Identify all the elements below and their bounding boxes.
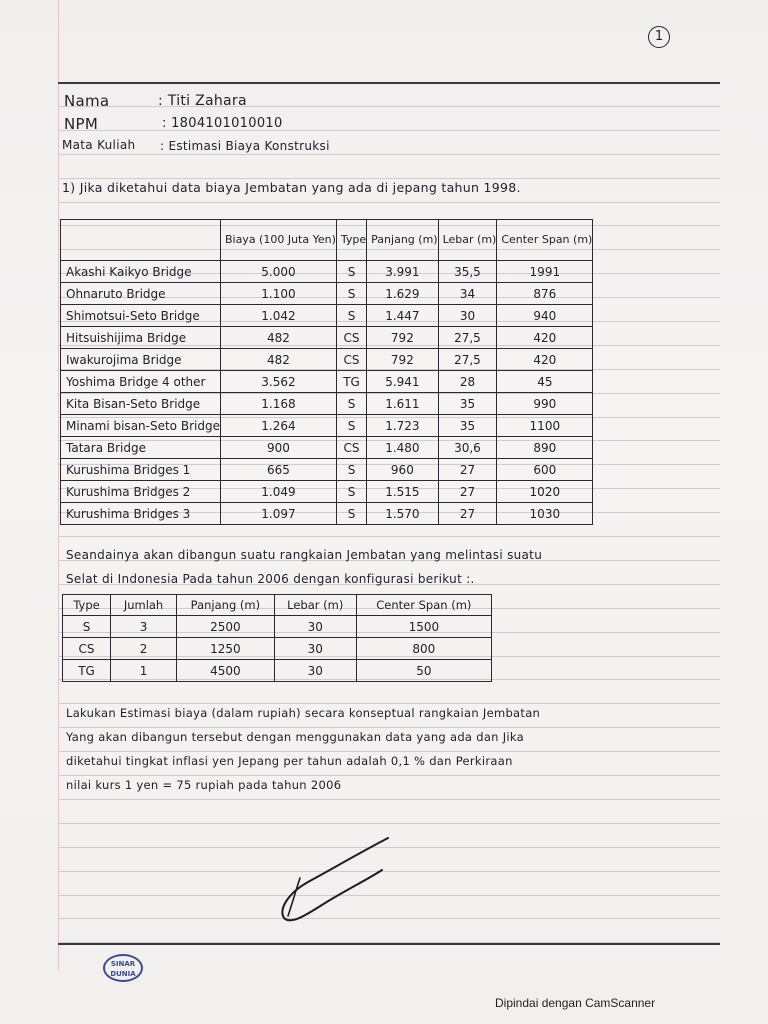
table-cell: 1991 <box>497 261 593 283</box>
table-row <box>61 305 593 327</box>
ruled-line <box>58 823 720 824</box>
table-cell: Kurushima Bridges 1 <box>61 459 221 481</box>
table-row <box>61 371 593 393</box>
header-cell: Type <box>63 595 111 616</box>
table-row <box>63 616 492 638</box>
header-cell: Biaya (100 Juta Yen) <box>220 220 336 261</box>
table-cell: 1.049 <box>220 481 336 503</box>
table-cell: Kurushima Bridges 2 <box>61 481 221 503</box>
table-cell: 482 <box>220 349 336 371</box>
table-cell: 960 <box>367 459 438 481</box>
table-cell: Shimotsui-Seto Bridge <box>61 305 221 327</box>
table-cell: 5.941 <box>367 371 438 393</box>
table-cell: 27,5 <box>438 327 497 349</box>
table-cell: 27 <box>438 503 497 525</box>
table-row <box>61 327 593 349</box>
table-cell: 1.264 <box>220 415 336 437</box>
table-cell: 30 <box>274 660 356 682</box>
nama-label: Nama <box>64 92 110 110</box>
table-row <box>63 638 492 660</box>
ruled-line <box>58 536 720 537</box>
table-header-row <box>63 595 492 616</box>
table-cell: Ohnaruto Bridge <box>61 283 221 305</box>
table-row <box>61 415 593 437</box>
matkul-value: : Estimasi Biaya Konstruksi <box>160 139 330 153</box>
page-number: 1 <box>648 26 670 48</box>
table-cell: S <box>336 283 366 305</box>
table-cell: CS <box>336 437 366 459</box>
npm-label: NPM <box>64 115 99 133</box>
table-cell: CS <box>63 638 111 660</box>
ruled-line <box>58 82 720 84</box>
table-cell: 1.570 <box>367 503 438 525</box>
paragraph-1-line-1: Seandainya akan dibangun suatu rangkaian Jembatan yang melintasi suatu <box>66 548 543 562</box>
table-cell: 27,5 <box>438 349 497 371</box>
table-cell: 5.000 <box>220 261 336 283</box>
table-cell: 30 <box>438 305 497 327</box>
table-cell: 900 <box>220 437 336 459</box>
table-cell: 34 <box>438 283 497 305</box>
table-cell: 1.100 <box>220 283 336 305</box>
table-cell: 990 <box>497 393 593 415</box>
ruled-line <box>58 799 720 800</box>
table-row <box>63 660 492 682</box>
table-cell: 1.611 <box>367 393 438 415</box>
paragraph-2-line-2: Yang akan dibangun tersebut dengan menggunakan data yang ada dan Jika <box>66 730 525 744</box>
table-cell: S <box>336 415 366 437</box>
table-cell: S <box>336 305 366 327</box>
table-cell: 876 <box>497 283 593 305</box>
table-cell: Hitsuishijima Bridge <box>61 327 221 349</box>
table-cell: 800 <box>356 638 491 660</box>
npm-value: : 1804101010010 <box>162 116 283 131</box>
header-cell: Lebar (m) <box>274 595 356 616</box>
table-cell: Yoshima Bridge 4 other <box>61 371 221 393</box>
table-cell: 600 <box>497 459 593 481</box>
configuration-table <box>62 594 492 682</box>
table-cell: S <box>336 261 366 283</box>
table-cell: 482 <box>220 327 336 349</box>
table-cell: 890 <box>497 437 593 459</box>
table-cell: 30 <box>274 638 356 660</box>
table-row <box>61 503 593 525</box>
header-cell: Panjang (m) <box>176 595 274 616</box>
brand-logo: SINAR DUNIA <box>103 954 143 982</box>
header-cell <box>61 220 221 261</box>
table-cell: S <box>336 393 366 415</box>
table-cell: 3 <box>111 616 177 638</box>
ruled-line <box>58 130 720 131</box>
header-cell: Center Span (m) <box>497 220 593 261</box>
paragraph-2-line-3: diketahui tingkat inflasi yen Jepang per tahun adalah 0,1 % dan Perkiraan <box>66 754 513 768</box>
table-cell: 4500 <box>176 660 274 682</box>
table-cell: 3.562 <box>220 371 336 393</box>
header-cell: Type <box>336 220 366 261</box>
table-cell: Minami bisan-Seto Bridge <box>61 415 221 437</box>
matkul-label: Mata Kuliah <box>62 138 136 152</box>
table-cell: 28 <box>438 371 497 393</box>
header-cell: Center Span (m) <box>356 595 491 616</box>
table-cell: 665 <box>220 459 336 481</box>
table-cell: 1.480 <box>367 437 438 459</box>
table-cell: 1100 <box>497 415 593 437</box>
paragraph-2-line-1: Lakukan Estimasi biaya (dalam rupiah) secara konseptual rangkaian Jembatan <box>66 706 541 720</box>
bridge-cost-table <box>60 219 593 525</box>
table-cell: 1.723 <box>367 415 438 437</box>
ruled-line <box>58 154 720 155</box>
question-1: 1) Jika diketahui data biaya Jembatan yang ada di jepang tahun 1998. <box>62 180 521 195</box>
table-cell: 50 <box>356 660 491 682</box>
ruled-line <box>58 202 720 203</box>
table-row <box>61 459 593 481</box>
table-cell: Kurushima Bridges 3 <box>61 503 221 525</box>
table-cell: S <box>336 503 366 525</box>
table-cell: S <box>63 616 111 638</box>
table-cell: CS <box>336 349 366 371</box>
table-cell: 940 <box>497 305 593 327</box>
table-cell: 35 <box>438 393 497 415</box>
table-cell: 27 <box>438 481 497 503</box>
table-cell: 2 <box>111 638 177 660</box>
signature <box>270 830 410 925</box>
header-cell: Jumlah <box>111 595 177 616</box>
header-cell: Panjang (m) <box>367 220 438 261</box>
table-cell: 1030 <box>497 503 593 525</box>
table-cell: Kita Bisan-Seto Bridge <box>61 393 221 415</box>
table-cell: 420 <box>497 349 593 371</box>
table-row <box>61 283 593 305</box>
ruled-line-bottom <box>58 943 720 945</box>
table-cell: TG <box>336 371 366 393</box>
table-cell: 1.447 <box>367 305 438 327</box>
table-row <box>61 393 593 415</box>
ruled-line <box>58 727 720 728</box>
table-cell: 1250 <box>176 638 274 660</box>
paragraph-2-line-4: nilai kurs 1 yen = 75 rupiah pada tahun 2006 <box>66 778 342 792</box>
table-cell: 2500 <box>176 616 274 638</box>
ruled-line <box>58 751 720 752</box>
ruled-line <box>58 775 720 776</box>
table-cell: 1.515 <box>367 481 438 503</box>
table-row <box>61 261 593 283</box>
ruled-line <box>58 178 720 179</box>
scanner-footer: Dipindai dengan CamScanner <box>495 996 656 1010</box>
table-cell: 3.991 <box>367 261 438 283</box>
table-row <box>61 437 593 459</box>
table-header-row <box>61 220 593 261</box>
table-row <box>61 349 593 371</box>
table-cell: Tatara Bridge <box>61 437 221 459</box>
table-cell: S <box>336 481 366 503</box>
paragraph-1-line-2: Selat di Indonesia Pada tahun 2006 dengan konfigurasi berikut :. <box>66 572 475 586</box>
table-cell: 1500 <box>356 616 491 638</box>
table-row <box>61 481 593 503</box>
table-cell: 27 <box>438 459 497 481</box>
table-cell: 792 <box>367 349 438 371</box>
table-cell: Akashi Kaikyo Bridge <box>61 261 221 283</box>
margin-line <box>58 0 59 970</box>
table-cell: CS <box>336 327 366 349</box>
table-cell: Iwakurojima Bridge <box>61 349 221 371</box>
table-cell: 1.168 <box>220 393 336 415</box>
header-cell: Lebar (m) <box>438 220 497 261</box>
table-cell: TG <box>63 660 111 682</box>
table-cell: 1020 <box>497 481 593 503</box>
table-cell: S <box>336 459 366 481</box>
table-cell: 35,5 <box>438 261 497 283</box>
table-cell: 1.629 <box>367 283 438 305</box>
table-cell: 30 <box>274 616 356 638</box>
table-cell: 35 <box>438 415 497 437</box>
table-cell: 1.097 <box>220 503 336 525</box>
table-cell: 45 <box>497 371 593 393</box>
table-cell: 420 <box>497 327 593 349</box>
table-cell: 792 <box>367 327 438 349</box>
nama-value: : Titi Zahara <box>158 93 247 109</box>
table-cell: 30,6 <box>438 437 497 459</box>
ruled-line <box>58 703 720 704</box>
table-cell: 1.042 <box>220 305 336 327</box>
table-cell: 1 <box>111 660 177 682</box>
